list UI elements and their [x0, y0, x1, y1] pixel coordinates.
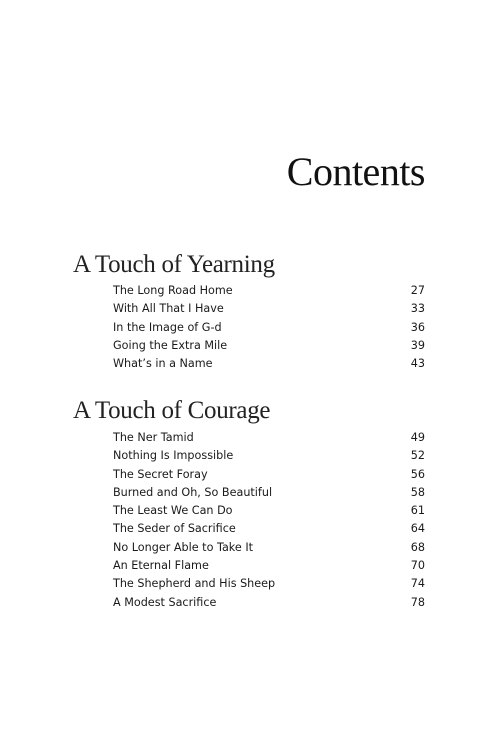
toc-entry[interactable] — [113, 468, 425, 486]
toc-entry[interactable] — [113, 541, 425, 559]
toc-entry-label: The Ner Tamid — [113, 431, 194, 444]
toc-entry-label: Burned and Oh, So Beautiful — [113, 485, 273, 499]
toc-list-courage — [113, 431, 425, 614]
toc-entry[interactable] — [113, 339, 425, 357]
toc-entry-page: 52 — [410, 449, 425, 463]
toc-entry-page: 61 — [410, 504, 425, 518]
toc-entry[interactable] — [113, 357, 425, 375]
toc-entry[interactable] — [113, 449, 425, 467]
toc-entry[interactable] — [113, 321, 425, 339]
toc-entry[interactable] — [113, 431, 425, 449]
toc-entry-label: What’s in a Name — [113, 357, 213, 371]
toc-entry[interactable] — [113, 577, 425, 595]
toc-entry-page: 58 — [410, 485, 425, 499]
toc-entry-label: In the Image of G-d — [113, 320, 222, 334]
toc-entry-label: An Eternal Flame — [113, 559, 209, 573]
toc-entry-label: No Longer Able to Take It — [113, 540, 254, 554]
toc-entry-page: 68 — [410, 540, 425, 554]
toc-entry-label: With All That I Have — [113, 302, 224, 316]
toc-entry-label: Going the Extra Mile — [113, 338, 228, 352]
toc-entry-page: 56 — [410, 467, 425, 481]
toc-entry-label: The Long Road Home — [113, 284, 233, 297]
toc-entry[interactable] — [113, 284, 425, 302]
toc-entry[interactable] — [113, 504, 425, 522]
toc-entry-label: A Modest Sacrifice — [113, 595, 217, 609]
toc-entry[interactable] — [113, 302, 425, 320]
toc-list-yearning — [113, 284, 425, 375]
page-title: Contents — [286, 149, 425, 194]
toc-entry-page: 78 — [410, 595, 425, 609]
toc-entry[interactable] — [113, 559, 425, 577]
toc-entry[interactable] — [113, 596, 425, 614]
section-title-courage: A Touch of Courage — [73, 397, 271, 424]
toc-entry-label: Nothing Is Impossible — [113, 449, 234, 463]
toc-entry-page: 43 — [410, 357, 425, 371]
toc-entry-page: 36 — [410, 320, 425, 334]
toc-entry[interactable] — [113, 486, 425, 504]
toc-entry[interactable] — [113, 522, 425, 540]
toc-entry-page: 27 — [410, 284, 425, 297]
toc-entry-label: The Secret Foray — [113, 467, 208, 481]
toc-entry-page: 39 — [410, 338, 425, 352]
toc-entry-label: The Seder of Sacrifice — [113, 522, 236, 536]
toc-entry-page: 74 — [410, 577, 425, 591]
toc-entry-page: 33 — [410, 302, 425, 316]
section-title-yearning: A Touch of Yearning — [73, 251, 275, 278]
toc-entry-page: 49 — [410, 431, 425, 444]
toc-entry-page: 70 — [410, 559, 425, 573]
toc-entry-label: The Least We Can Do — [113, 504, 233, 518]
toc-entry-label: The Shepherd and His Sheep — [113, 577, 276, 591]
toc-entry-page: 64 — [410, 522, 425, 536]
